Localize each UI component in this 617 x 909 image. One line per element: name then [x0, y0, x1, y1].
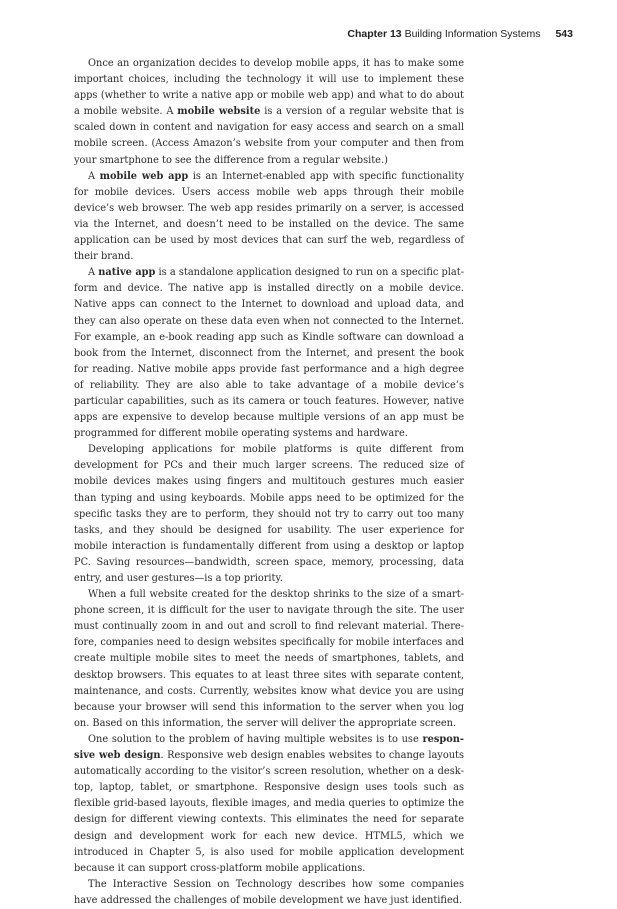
text-run: . Responsive web design enables websites to change layouts automatically according to the visitor’s screen resolution, whether on a desktop, laptop, tablet, or smartphone. Responsive design uses tools such as flexible grid-based layouts, flexible images, and media queries to optimize the design for different viewing contexts. This eliminates the need for separate design and development work for each new device. HTML5, which we introduced in Chapter 5, is also used for mobile application development because it can support cross-platform mobile applications.	[74, 750, 464, 874]
text-run: The Interactive Session on Technology describes how some companies have addressed the challenges of mobile development we have just identified.	[74, 878, 464, 906]
paragraph	[74, 169, 464, 266]
paragraph	[74, 587, 464, 732]
paragraph	[74, 265, 464, 442]
page-number: 543	[555, 28, 573, 40]
paragraph	[74, 56, 464, 169]
key-term: mobile web app	[99, 170, 189, 182]
chapter-title: Building Information Systems	[404, 28, 541, 40]
text-run: is a version of a regular website that is scaled down in content and navigation for easy access and search on a small mobile screen. (Access Amazon’s website from your computer and then from your smartphone to see the difference from a regular website.)	[74, 106, 464, 166]
key-term: native app	[98, 267, 156, 279]
text-run: A	[88, 267, 99, 279]
paragraph	[74, 877, 464, 909]
running-header	[347, 28, 573, 40]
text-run: When a full website created for the desktop shrinks to the size of a smartphone screen, it is difficult for the user to navigate through the site. The user must continually zoom in and out and scroll to find relevant material. Therefore, companies need to design websites specifically for mobile interfaces and create multiple mobile sites to meet the needs of smartphones, tablets, and desktop browsers. This equates to at least three sites with separate content, maintenance, and costs. Currently, websites know what device you are using because your browser will send this information to the server when you log on. Based on this information, the server will deliver the appropriate screen.	[74, 589, 464, 729]
body-text	[74, 56, 464, 909]
text-run: One solution to the problem of having multiple websites is to use	[88, 733, 423, 745]
key-term: mobile website	[177, 106, 261, 118]
paragraph	[74, 442, 464, 587]
key-term: responsive web design	[74, 733, 464, 762]
text-run: A	[88, 170, 100, 182]
chapter-label: Chapter 13	[347, 28, 402, 40]
paragraph	[74, 732, 464, 877]
text-run: is a standalone application designed to run on a specific platform and device. The native app is installed directly on a mobile device. Native apps can connect to the Internet to download and upload data, and they can also operate on these data even when not connected to the Internet. For example, an e-book reading app such as Kindle software can download a book from the Internet, disconnect from the Internet, and present the book for reading. Native mobile apps provide fast performance and a high degree of reliability. They are also able to take advantage of a mobile device’s particular capabilities, such as its camera or touch features. However, native apps are expensive to develop because multiple versions of an app must be programmed for different mobile operating systems and hardware.	[74, 267, 464, 440]
text-run: is an Internet-enabled app with specific functionality for mobile devices. Users access mobile web apps through their mobile device’s web browser. The web app resides primarily on a server, is accessed via the Internet, and doesn’t need to be installed on the device. The same application can be used by most devices that can surf the web, regardless of their brand.	[74, 170, 464, 263]
text-run: Developing applications for mobile platforms is quite different from development for PCs and their much larger screens. The reduced size of mobile devices makes using fingers and multitouch gestures much easier than typing and using keyboards. Mobile apps need to be optimized for the specific tasks they are to perform, they should not try to carry out too many tasks, and they should be designed for usability. The user experience for mobile interaction is fundamentally different from using a desktop or laptop PC. Saving resources—bandwidth, screen space, memory, processing, data entry, and user gestures—is a top priority.	[74, 444, 464, 584]
text-run: Once an organization decides to develop mobile apps, it has to make some important choices, including the technology it will use to implement these apps (whether to write a native app or mobile web app) and what to do about a mobile website. A	[74, 58, 464, 118]
